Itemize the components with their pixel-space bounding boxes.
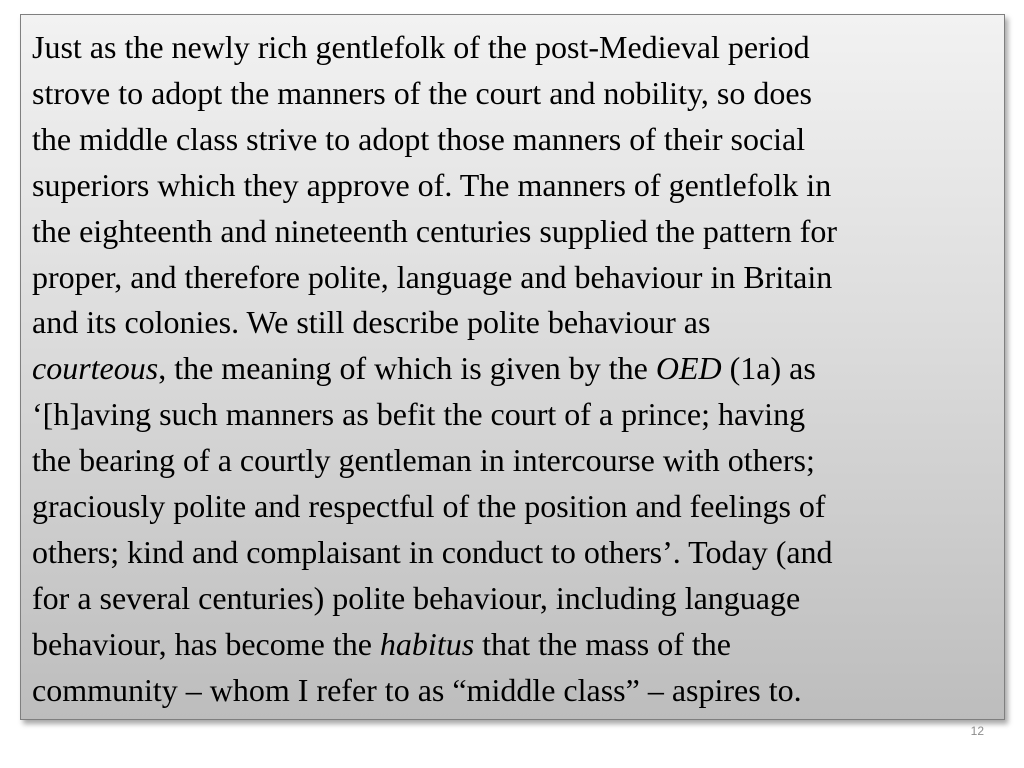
italic-term-courteous: courteous [32, 350, 159, 387]
quote-fragment: , the meaning of which is given by the [158, 350, 656, 387]
quote-line: community – whom I refer to as “middle class” – aspires to. [32, 671, 802, 708]
italic-term-habitus: habitus [379, 625, 475, 662]
italic-term-oed: OED [655, 350, 722, 387]
quote-fragment: behaviour, has become the [32, 625, 380, 662]
quote-line: proper, and therefore polite, language and behaviour in Britain [32, 258, 833, 295]
quote-fragment: that the mass of the [474, 625, 731, 662]
quote-line: Just as the newly rich gentlefolk of the post-Medieval period [32, 29, 810, 65]
quote-line: for a several centuries) polite behaviour, including language [32, 579, 801, 616]
quote-line: graciously polite and respectful of the position and feelings of [32, 488, 826, 525]
quote-line: and its colonies. We still describe polite behaviour as [32, 304, 711, 341]
quote-line [32, 622, 994, 668]
quote-paragraph [32, 25, 994, 714]
quote-line: the bearing of a courtly gentleman in intercourse with others; [32, 442, 815, 479]
quote-fragment: (1a) as [721, 350, 816, 387]
quote-line: ‘[h]aving such manners as befit the court of a prince; having [32, 396, 806, 433]
slide-number: 12 [970, 724, 984, 738]
quote-line [32, 346, 994, 392]
quote-line: strove to adopt the manners of the court and nobility, so does [32, 74, 812, 111]
quote-line: the eighteenth and nineteenth centuries supplied the pattern for [32, 212, 838, 249]
quote-line: the middle class strive to adopt those manners of their social [32, 120, 806, 157]
quote-line: others; kind and complaisant in conduct to others’. Today (and [32, 533, 833, 570]
quote-box [20, 14, 1005, 720]
quote-line: superiors which they approve of. The manners of gentlefolk in [32, 166, 832, 203]
